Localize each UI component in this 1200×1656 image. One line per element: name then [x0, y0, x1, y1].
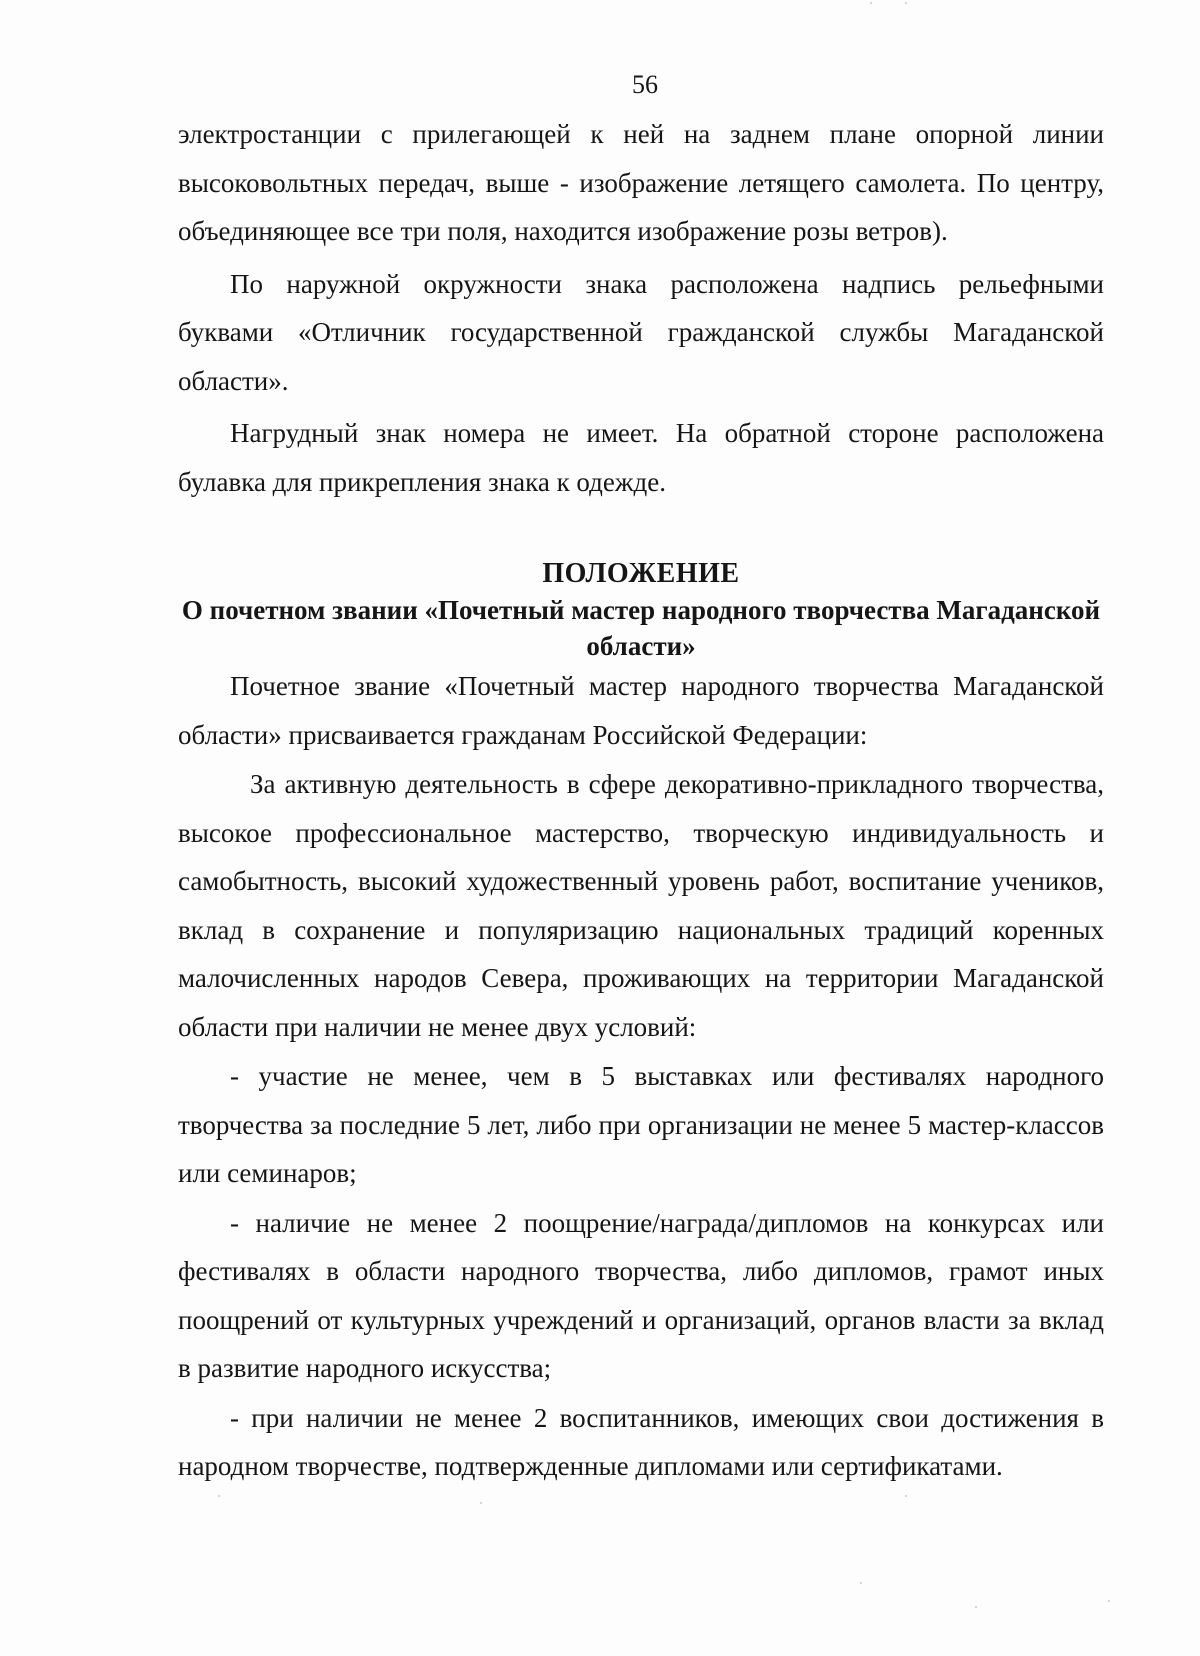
scan-speck	[905, 1495, 907, 1497]
section-subtitle: О почетном звании «Почетный мастер народного творчества Магаданской области»	[181, 595, 1101, 661]
scan-speck	[218, 1495, 220, 1497]
section-title: ПОЛОЖЕНИЕ	[542, 558, 740, 589]
paragraph-continuation: электростанции с прилегающей к ней на заднем плане опорной линии высоковольтных передач, выше - изображение летящего самолета. По центру, объединяющее все три поля, находится изображение розы ветров).	[178, 119, 1104, 246]
page-number: 56	[632, 70, 658, 99]
paragraph-badge-reverse: Нагрудный знак номера не имеет. На обратной стороне расположена булавка для прикрепления знака к одежде.	[178, 418, 1104, 497]
scan-speck	[1108, 1600, 1110, 1602]
scan-speck	[870, 2, 872, 4]
list-item-exhibitions: - участие не менее, чем в 5 выставках или фестивалях народного творчества за последние 5 лет, либо при организации не менее 5 мастер-классов или семинаров;	[178, 1061, 1104, 1188]
scan-speck	[860, 1582, 862, 1584]
top-text-block	[178, 110, 1104, 506]
list-item-awards: - наличие не менее 2 поощрение/награда/дипломов на конкурсах или фестивалях в области народного творчества, либо дипломов, грамот иных поощрений от культурных учреждений и организаций, органов власти за вклад в развитие народного искусства;	[178, 1207, 1104, 1383]
scan-speck	[905, 2, 907, 4]
main-text-block	[178, 662, 1104, 1491]
paragraph-inscription: По наружной окружности знака расположена надпись рельефными буквами «Отличник государственной гражданской службы Магаданской области».	[178, 268, 1104, 396]
list-item-pupils: - при наличии не менее 2 воспитанников, имеющих свои достижения в народном творчестве, подтвержденные дипломами или сертификатами.	[178, 1402, 1104, 1481]
scan-speck	[480, 1502, 482, 1504]
paragraph-criteria: За активную деятельность в сфере декоративно-прикладного творчества, высокое профессиональное мастерство, творческую индивидуальность и самобытность, высокий художественный уровень работ, воспитание учеников, вклад в сохранение и популяризацию национальных традиций коренных малочисленных народов Севера, проживающих на территории Магаданской области при наличии не менее двух условий:	[178, 769, 1104, 1042]
paragraph-intro: Почетное звание «Почетный мастер народного творчества Магаданской области» присваивается гражданам Российской Федерации:	[178, 671, 1104, 750]
scan-speck	[975, 1606, 977, 1608]
